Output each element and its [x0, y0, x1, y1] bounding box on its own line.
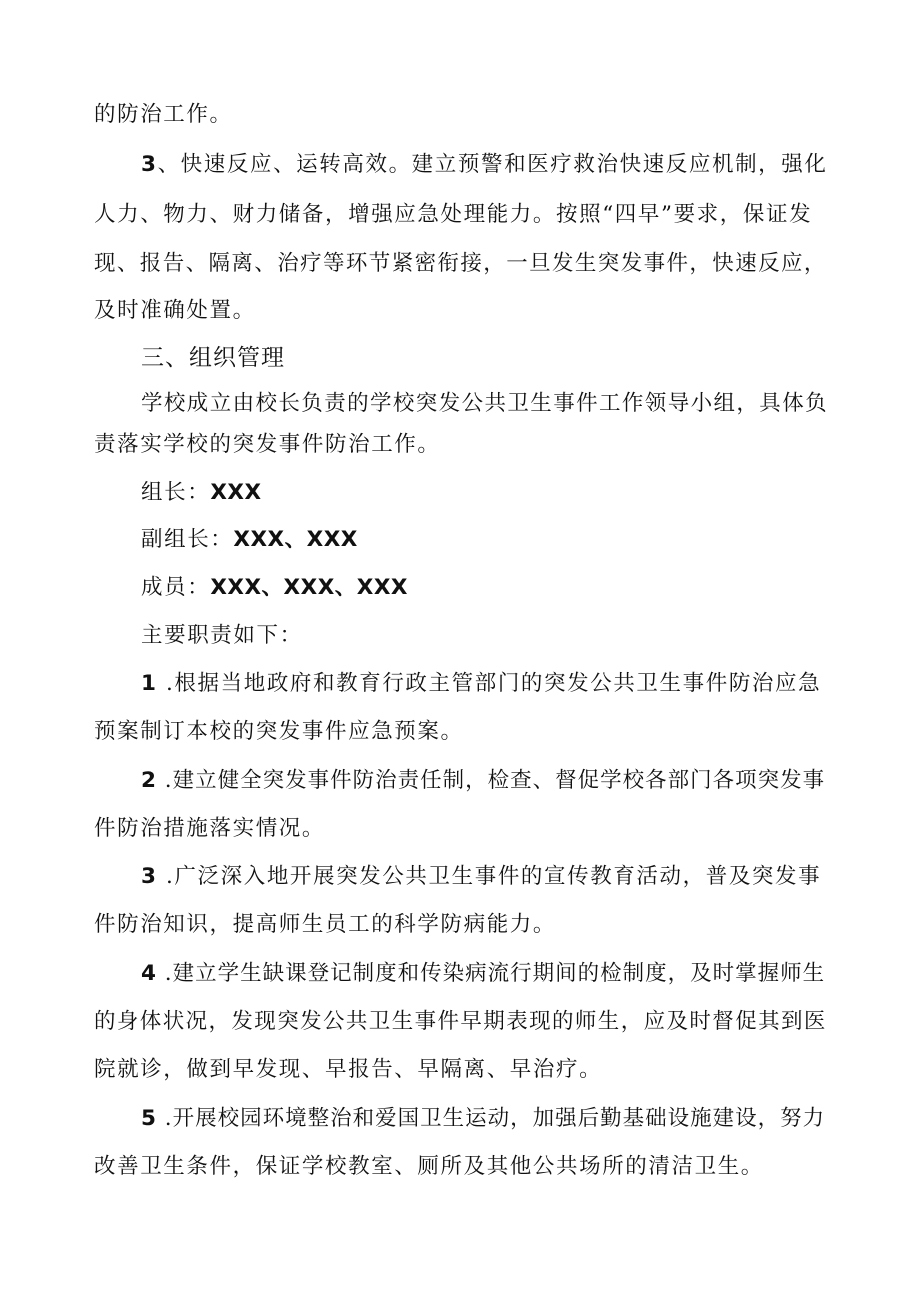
- duty-2-line-2: 件防治措施落实情况。: [94, 816, 326, 841]
- duty-4-line-2: 的身体状况，发现突发公共卫生事件早期表现的师生，应及时督促其到医: [94, 1009, 827, 1034]
- duty-1-line-1: 1 .根据当地政府和教育行政主管部门的突发公共卫生事件防治应急: [141, 671, 822, 696]
- deputy-names: XXX、XXX: [233, 527, 358, 552]
- duty-2-line-1: 2 .建立健全突发事件防治责任制，检查、督促学校各部门各项突发事: [141, 768, 826, 793]
- section-heading: 三、组织管理: [141, 345, 285, 371]
- duty-5-line-1: 5 .开展校园环境整治和爱国卫生运动，加强后勤基础设施建设，努力: [141, 1106, 826, 1131]
- section-intro-line-1: 学校成立由校长负责的学校突发公共卫生事件工作领导小组，具体负: [141, 391, 829, 416]
- principle-3-number: 3: [141, 152, 158, 177]
- duty-4-line-3: 院就诊，做到早发现、早报告、早隔离、早治疗。: [94, 1057, 603, 1082]
- leader-line: [141, 478, 262, 508]
- principle-3-line-2: 人力、物力、财力储备，增强应急处理能力。按照“四早”要求，保证发: [94, 202, 813, 227]
- intro-tail-line: 的防治工作。: [94, 102, 233, 127]
- principle-3-line-1: 3、快速反应、运转高效。建立预警和医疗救治快速反应机制，强化: [141, 152, 828, 177]
- member-names: XXX、XXX、XXX: [210, 575, 409, 600]
- duty-3-line-1: 3 .广泛深入地开展突发公共卫生事件的宣传教育活动，普及突发事: [141, 864, 822, 889]
- leader-label: 组长：: [141, 480, 211, 505]
- duty-2-number: 2: [141, 768, 157, 793]
- duty-4-line-1: 4 .建立学生缺课登记制度和传染病流行期间的检制度，及时掌握师生: [141, 961, 826, 986]
- duty-1-number: 1: [141, 671, 158, 696]
- duty-5-number: 5: [141, 1106, 157, 1131]
- duty-3-line-2: 件防治知识，提高师生员工的科学防病能力。: [94, 912, 557, 937]
- principle-3-line-3: 现、报告、隔离、治疗等环节紧密衔接，一旦发生突发事件，快速反应，: [94, 251, 827, 276]
- deputy-label: 副组长：: [141, 527, 234, 552]
- deputy-line: [141, 525, 358, 555]
- members-line: [141, 573, 408, 603]
- members-label: 成员：: [141, 575, 211, 600]
- duty-5-line-2: 改善卫生条件，保证学校教室、厕所及其他公共场所的清洁卫生。: [94, 1154, 764, 1179]
- duties-title: 主要职责如下：: [141, 623, 303, 648]
- duty-3-number: 3: [141, 864, 158, 889]
- principle-3-line-4: 及时准确处置。: [94, 298, 256, 323]
- duty-4-number: 4: [141, 961, 157, 986]
- leader-name: XXX: [210, 480, 262, 505]
- duty-1-line-2: 预案制订本校的突发事件应急预案。: [94, 719, 464, 744]
- section-intro-line-2: 责落实学校的突发事件防治工作。: [94, 432, 441, 457]
